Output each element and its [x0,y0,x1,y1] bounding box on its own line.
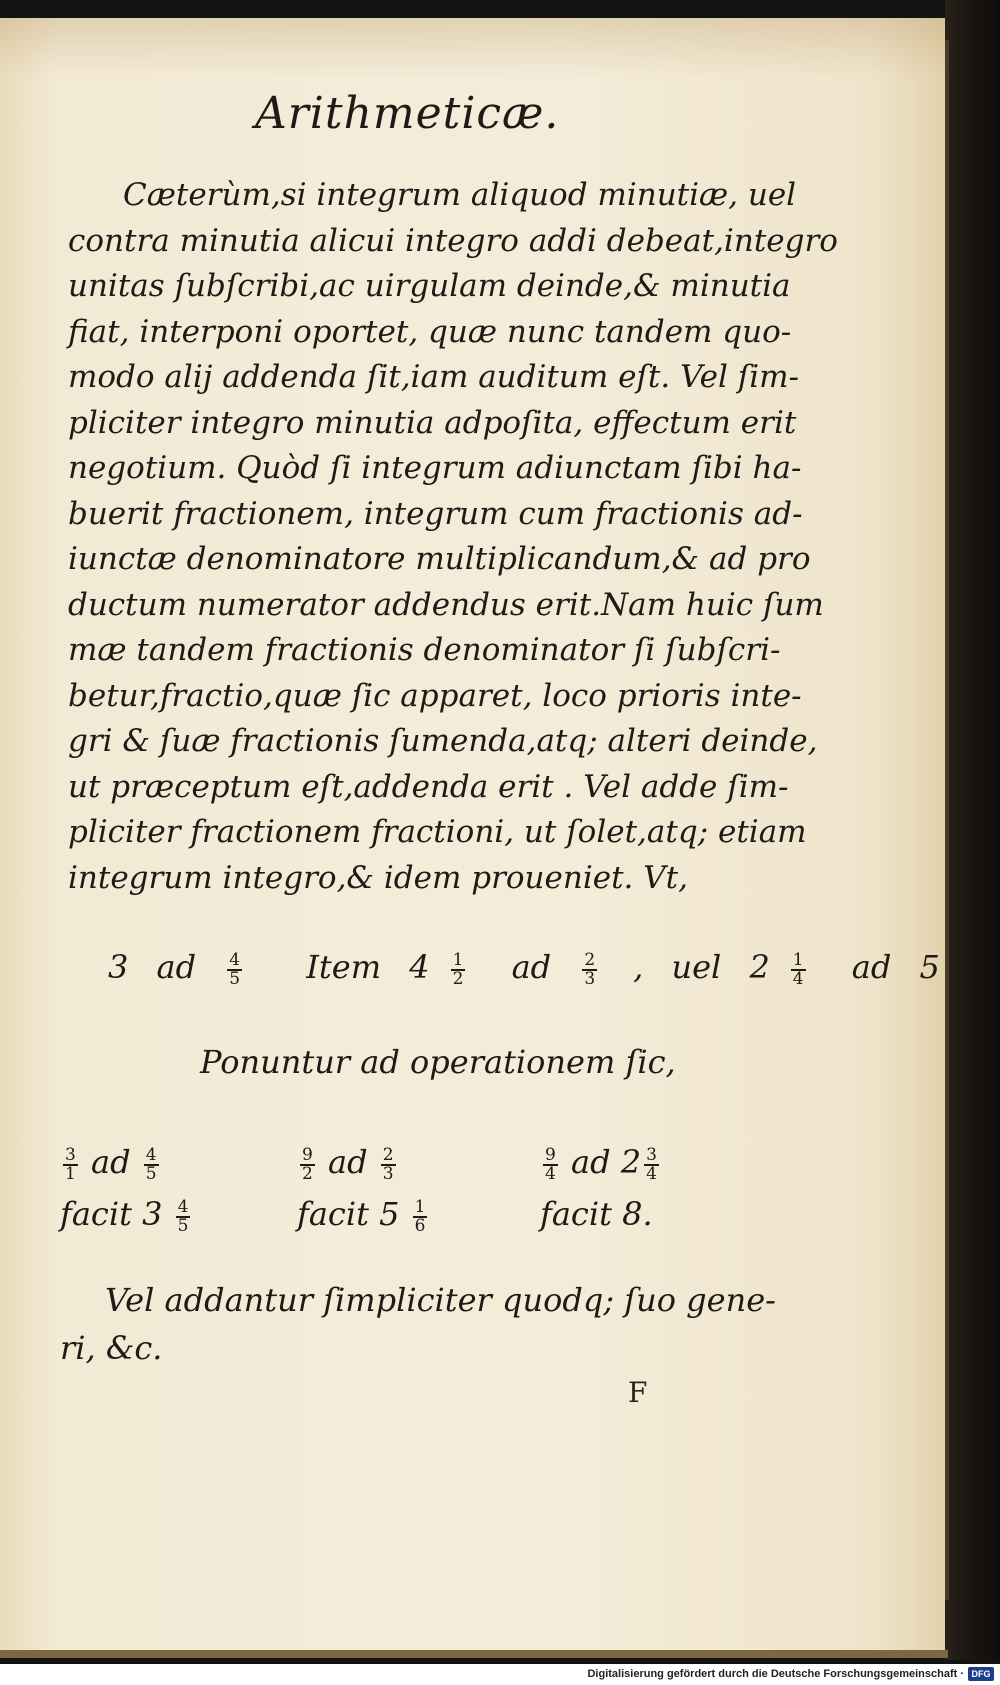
body-line: ductum numerator addendus erit.Nam huic ſum [68,586,824,623]
body-line: integrum integro,& idem proueniet. Vt, [68,859,688,896]
body-line: gri & ſuæ fractionis ſumenda,atq; alteri deinde, [68,723,818,759]
example-item-a: 3 ad $\frac{4}{5}$ [108,948,278,986]
operation-column-3 [540,1136,662,1240]
fraction: $\frac{3}{4}$ [646,1144,657,1184]
fraction: $\frac{2}{3}$ [584,949,596,989]
example-item-c: uel 2 $\frac{1}{4}$ ad 5 [671,948,1000,986]
body-line: modo alij addenda ſit,iam auditum eſt. Vel ſim- [68,359,799,395]
example-line [108,948,940,989]
fraction: $\frac{3}{1}$ [65,1144,76,1184]
body-line: iunctæ denominatore multiplicandum,& ad pro [68,541,811,577]
operation-column-1 [60,1136,193,1240]
body-line: pliciter integro minutia adpoſita, effectum erit [68,404,797,441]
signature-mark: F [628,1376,648,1409]
closing-line: Vel addantur ſimpliciter quodq; ſuo gene- [105,1281,776,1319]
body-text [68,173,838,901]
example-item-b: Item 4 $\frac{1}{2}$ ad $\frac{2}{3}$ , [306,948,644,989]
fraction: $\frac{9}{2}$ [302,1144,313,1184]
body-line: mæ tandem fractionis denominator ſi ſubſcri- [68,632,781,668]
body-line: buerit fractionem, integrum cum fractionis ad- [68,495,803,532]
body-line: ut præceptum eſt,addenda erit . Vel adde ſim- [68,768,789,805]
operation-result: facit 3 $\frac{4}{5}$ [60,1195,189,1236]
fraction: $\frac{1}{6}$ [414,1196,426,1236]
page-bottom-edge [0,1650,948,1658]
closing-text [60,1276,776,1372]
body-line: negotium. Quòd ſi integrum adiunctam ſibi ha- [68,450,802,486]
dfg-logo-icon: DFG [968,1667,994,1681]
fraction: $\frac{4}{5}$ [145,1144,157,1184]
operation-row: $\frac{3}{1}$ ad $\frac{4}{5}$ [65,1143,157,1184]
closing-line: ri, &c. [60,1329,163,1367]
body-line: betur,fractio,quæ ſic apparet, loco prioris inte- [68,677,802,714]
body-line: fiat, interponi oportet, quæ nunc tandem quo- [68,313,792,350]
operation-column-2 [297,1136,430,1240]
footer-credit: Digitalisierung gefördert durch die Deutsche Forschungsgemeinschaft · [587,1668,964,1680]
body-line: unitas ſubſcribi,ac uirgulam deinde,& minutia [68,268,791,304]
body-line: pliciter fractionem fractioni, ut ſolet,atq; etiam [68,814,807,850]
operation-result: facit 8. [540,1195,653,1233]
body-line: Cæterùm,si integrum aliquod minutiæ, uel [123,177,797,213]
body-line: contra minutia alicui integro addi debeat,integro [68,222,838,259]
fraction: $\frac{4}{5}$ [229,949,241,989]
book-spine [945,0,1000,1660]
operation-caption: Ponuntur ad operationem ſic, [200,1043,676,1081]
fraction: $\frac{2}{3}$ [382,1144,394,1184]
operation-result: facit 5 $\frac{1}{6}$ [297,1195,426,1236]
fraction: $\frac{9}{4}$ [545,1144,556,1184]
footer-bar [0,1664,1000,1685]
fraction: $\frac{1}{4}$ [792,949,804,989]
page-top-shading [0,18,945,78]
fraction: $\frac{4}{5}$ [177,1196,189,1236]
operation-row: $\frac{9}{4}$ ad 2 $\frac{3}{4}$ [545,1143,657,1184]
book-page [0,18,947,1650]
operation-row: $\frac{9}{2}$ ad $\frac{2}{3}$ [302,1143,394,1184]
running-head: Arithmeticæ. [255,88,560,139]
fraction: $\frac{1}{2}$ [452,949,464,989]
